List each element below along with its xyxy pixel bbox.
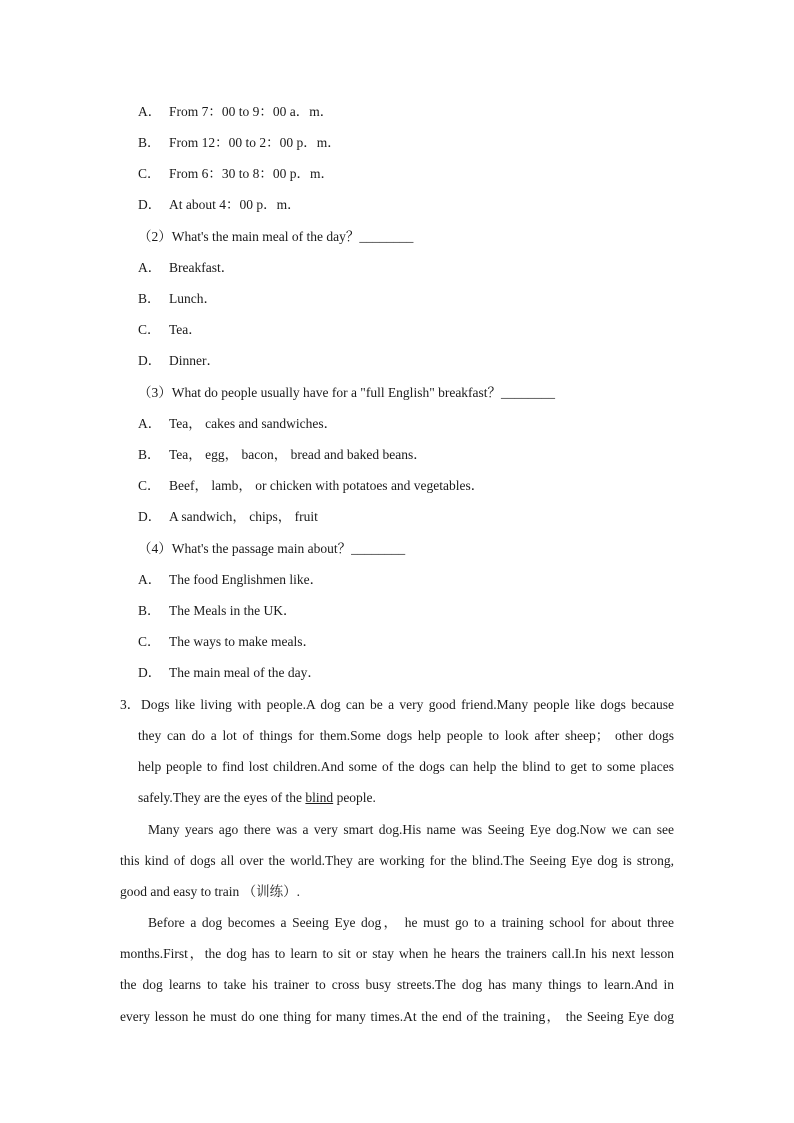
option-letter: D． <box>138 509 162 524</box>
option-text: Breakfast． <box>169 260 235 275</box>
q1-option-c <box>138 164 334 184</box>
q2-option-b <box>138 289 217 309</box>
option-letter: C． <box>138 166 161 181</box>
option-text: Dinner． <box>169 353 220 368</box>
passage-line: Before a dog becomes a Seeing Eye dog， he must go to a training school for about three <box>148 915 674 930</box>
passage-line: the dog learns to take his trainer to cross busy streets.The dog has many things to learn.And in <box>120 977 674 992</box>
q1-option-b <box>138 133 341 153</box>
option-text: A sandwich， chips， fruit <box>169 509 318 524</box>
q2-option-c <box>138 320 202 340</box>
option-letter: B． <box>138 135 161 150</box>
passage-line: safely.They are the eyes of the blind people. <box>138 790 376 805</box>
option-letter: A． <box>138 260 162 275</box>
option-letter: C． <box>138 634 161 649</box>
option-letter: C． <box>138 322 161 337</box>
option-text: Tea． <box>169 322 202 337</box>
option-letter: A． <box>138 572 162 587</box>
passage-line: months.First，the dog has to learn to sit or stay when he hears the trainers call.In his next lesson <box>120 946 674 961</box>
q2-option-d <box>138 351 220 371</box>
q2-stem: （2）What's the main meal of the day？________ <box>138 229 414 244</box>
option-text: The Meals in the UK． <box>169 603 297 618</box>
passage-line: help people to find lost children.And some of the dogs can help the blind to get to some places <box>138 759 674 774</box>
option-letter: A． <box>138 104 162 119</box>
option-text: The ways to make meals． <box>169 634 316 649</box>
option-text: Tea， cakes and sandwiches． <box>169 416 338 431</box>
option-text: From 7：00 to 9：00 a．m． <box>169 104 334 119</box>
passage-line: every lesson he must do one thing for many times.At the end of the training， the Seeing Eye dog <box>120 1009 674 1024</box>
q4-option-d <box>138 663 321 683</box>
option-letter: A． <box>138 416 162 431</box>
passage-line: Dogs like living with people.A dog can be a very good friend.Many people like dogs because <box>141 697 674 712</box>
q4-option-b <box>138 601 296 621</box>
option-letter: C． <box>138 478 161 493</box>
q3-option-d <box>138 507 318 527</box>
passage-line: this kind of dogs all over the world.They are working for the blind.The Seeing Eye dog is strong, <box>120 853 674 868</box>
q4-stem: （4）What's the passage main about？________ <box>138 541 406 556</box>
q3-option-b <box>138 445 427 465</box>
option-letter: D． <box>138 353 162 368</box>
option-text: Tea， egg， bacon， bread and baked beans． <box>169 447 427 462</box>
option-letter: B． <box>138 447 161 462</box>
q2-option-a <box>138 258 234 278</box>
option-text: From 12：00 to 2：00 p．m． <box>169 135 341 150</box>
option-text: From 6：30 to 8：00 p．m． <box>169 166 335 181</box>
q1-option-a <box>138 102 333 122</box>
underlined-word: blind <box>305 790 334 805</box>
option-letter: B． <box>138 603 161 618</box>
option-text: Beef， lamb， or chicken with potatoes and vegetables． <box>169 478 485 493</box>
passage-line: Many years ago there was a very smart dog.His name was Seeing Eye dog.Now we can see <box>148 822 674 837</box>
q3-option-c <box>138 476 484 496</box>
option-letter: D． <box>138 197 162 212</box>
option-text: The main meal of the day． <box>169 665 321 680</box>
option-letter: B． <box>138 291 161 306</box>
passage-line: they can do a lot of things for them.Some dogs help people to look after sheep； other dogs <box>138 728 674 743</box>
q1-option-d <box>138 195 301 215</box>
option-letter: D． <box>138 665 162 680</box>
q4-option-c <box>138 632 316 652</box>
q4-option-a <box>138 570 323 590</box>
q3-option-a <box>138 414 337 434</box>
option-text: At about 4：00 p．m． <box>169 197 301 212</box>
passage-line: good and easy to train （训练）. <box>120 884 300 899</box>
passage-number: 3． <box>120 697 141 712</box>
q3-stem: （3）What do people usually have for a "full English" breakfast？________ <box>138 385 556 400</box>
option-text: The food Englishmen like． <box>169 572 324 587</box>
option-text: Lunch． <box>169 291 217 306</box>
